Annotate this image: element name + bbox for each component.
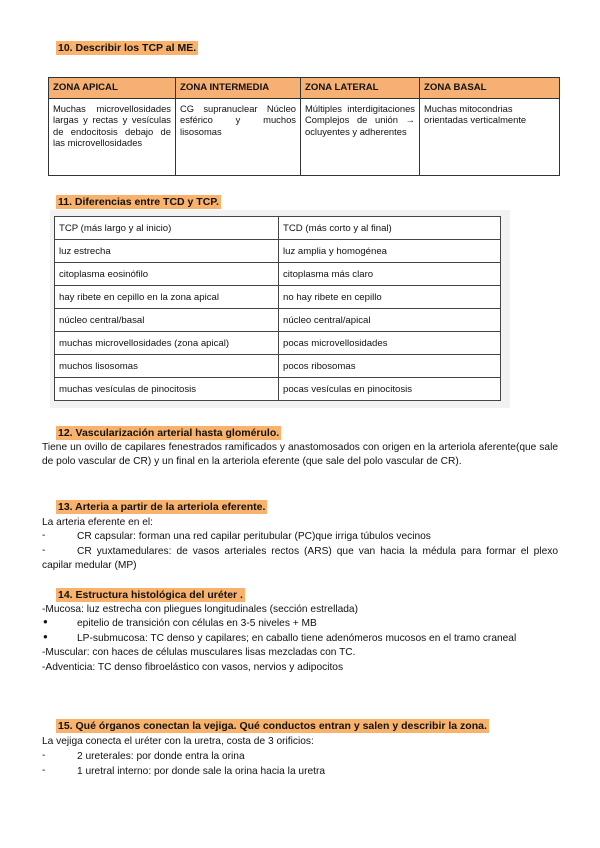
q12-text: Tiene un ovillo de capilares fenestrados ramificados y anastomosados con origen en la arteriola aferente(que sale de polo vascular de CR) y un final en la arteriola eferente (que sale del polo vascular de CR). [42,442,558,468]
q14-heading [56,589,245,601]
q14-sub-2: LP-submucosa: TC denso y capilares; en caballo tiene adenómeros mucosos en el tramo craneal [77,633,517,644]
zones-header-intermedia: ZONA INTERMEDIA [176,78,301,99]
q13-item-2: CR yuxtamedulares: de vasos arteriales rectos (ARS) que van hacia la médula para formar el plexo capilar medular (MP) [42,546,558,572]
dot-marker: ● [43,632,48,641]
table-row [55,286,501,309]
table-row [55,240,501,263]
q14-mucosa: -Mucosa: luz estrecha con pliegues longitudinales (sección estrellada) [42,604,358,615]
table-cell: hay ribete en cepillo en la zona apical [55,286,279,309]
table-cell: núcleo central/apical [279,309,501,332]
q13-heading [56,501,267,513]
table-row [55,217,501,240]
q15-item-1: 2 ureterales: por donde entra la orina [77,751,245,762]
zones-header-basal: ZONA BASAL [420,78,560,99]
table-cell: no hay ribete en cepillo [279,286,501,309]
tcp-tcd-table [54,216,501,401]
q13-intro: La arteria eferente en el: [42,517,154,528]
dash-marker: - [42,530,46,541]
dot-marker: ● [43,617,48,626]
table-row [55,332,501,355]
table-cell: núcleo central/basal [55,309,279,332]
q15-title: 15. Qué órganos conectan la vejiga. Qué conductos entran y salen y describir la zona. [58,720,487,732]
q12-title: 12. Vascularización arterial hasta glomérulo. [58,427,280,439]
q15-item-2: 1 uretral interno: por donde sale la orina hacia la uretra [77,766,326,777]
table-cell: muchas microvellosidades (zona apical) [55,332,279,355]
q15-intro: La vejiga conecta el uréter con la uretra, costa de 3 orificios: [42,736,314,747]
table-cell: citoplasma eosinófilo [55,263,279,286]
zones-cell-intermedia: CG supranuclear Núcleo esférico y muchos lisosomas [176,99,301,176]
zones-header-apical: ZONA APICAL [49,78,176,99]
q13-item-1: CR capsular: forman una red capilar peritubular (PC)que irriga túbulos vecinos [77,531,431,542]
table-cell: luz estrecha [55,240,279,263]
dash-marker: - [42,765,46,776]
q10-title: 10. Describir los TCP al ME. [58,42,197,54]
q14-sub-1: epitelio de transición con células en 3-5 niveles + MB [77,618,317,629]
q14-title: 14. Estructura histológica del uréter . [58,589,243,601]
q14-adventicia: -Adventicia: TC denso fibroelástico con vasos, nervios y adipocitos [42,662,344,673]
dash-marker: - [42,545,46,556]
table-cell: pocos ribosomas [279,355,501,378]
table-cell: TCD (más corto y al final) [279,217,501,240]
table-row [55,378,501,401]
q13-title: 13. Arteria a partir de la arteriola eferente. [58,501,266,513]
table-cell: pocas microvellosidades [279,332,501,355]
table-cell: muchas vesículas de pinocitosis [55,378,279,401]
table-cell: TCP (más largo y al inicio) [55,217,279,240]
q12-heading [56,427,281,439]
zones-cell-basal: Muchas mitocondrias orientadas verticalmente [420,99,560,176]
table-row [55,263,501,286]
table-cell: citoplasma más claro [279,263,501,286]
dash-marker: - [42,750,46,761]
zones-cell-lateral: Múltiples interdigitaciones Complejos de unión → ocluyentes y adherentes [301,99,420,176]
table-row [55,355,501,378]
q10-heading [56,42,198,54]
q14-muscular: -Muscular: con haces de células musculares lisas mezcladas con TC. [42,647,356,658]
q11-title: 11. Diferencias entre TCD y TCP. [58,196,219,208]
q15-heading [56,720,489,732]
zones-header-lateral: ZONA LATERAL [301,78,420,99]
table-cell: muchos lisosomas [55,355,279,378]
table-row [55,309,501,332]
zones-cell-apical: Muchas microvellosidades largas y rectas y vesículas de endocitosis debajo de las microvellosidades [49,99,176,176]
q11-heading [56,196,221,208]
table-cell: luz amplia y homogénea [279,240,501,263]
zones-table [48,77,560,176]
table-cell: pocas vesículas en pinocitosis [279,378,501,401]
